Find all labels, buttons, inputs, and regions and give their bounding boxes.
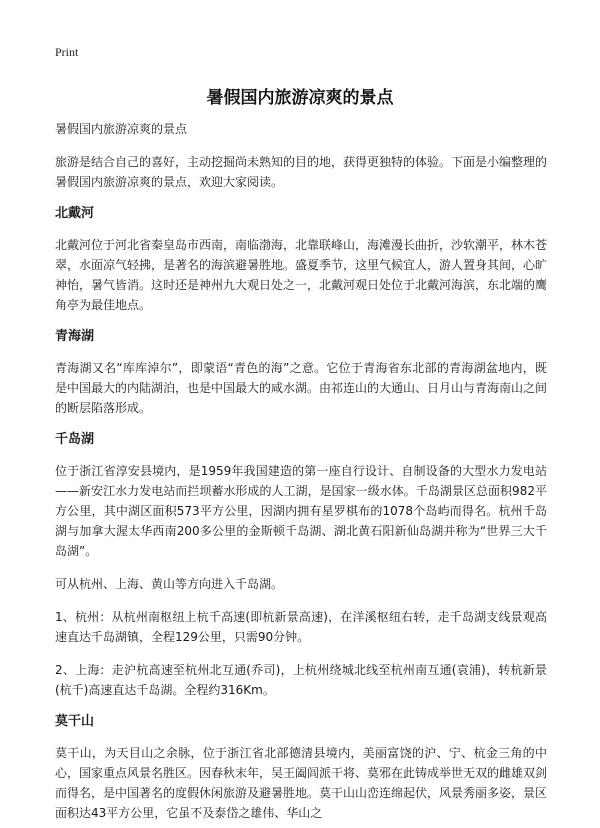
print-link[interactable]: Print bbox=[55, 45, 79, 59]
section-paragraph: 2、上海：走沪杭高速至杭州北互通(乔司)，上杭州绕城北线至杭州南互通(袁浦)，转杭新景(杭千)高速直达千岛湖。全程约316Km。 bbox=[55, 663, 547, 697]
section-paragraph: 1、杭州：从杭州南枢纽上杭千高速(即杭新景高速)，在洋溪枢纽右转，走千岛湖支线景观高速直达千岛湖镇，全程129公里，只需90分钟。 bbox=[55, 610, 547, 644]
section-heading-moganshan: 莫干山 bbox=[55, 714, 95, 729]
section-paragraph: 北戴河位于河北省秦皇岛市西南，南临渤海，北靠联峰山，海滩漫长曲折，沙软潮平，林木苍翠，水面凉气轻拂，是著名的海滨避暑胜地。盛夏季节，这里气候宜人，游人置身其间，心旷神怡，暑气皆消。这时还是神州九大观日处之一，北戴河观日处位于北戴河海滨，东北端的鹰角亭为最佳地点。 bbox=[55, 238, 548, 312]
section-heading-qiandao-lake: 千岛湖 bbox=[55, 432, 95, 447]
section-paragraph: 青海湖又名“库库淖尔”，即蒙语“青色的海”之意。它位于青海省东北部的青海湖盆地内，既是中国最大的内陆湖泊，也是中国最大的咸水湖。由祁连山的大通山、日月山与青海南山之间的断层陷落形成。 bbox=[55, 361, 548, 415]
article-body bbox=[55, 120, 547, 828]
section-paragraph: 可从杭州、上海、黄山等方向进入千岛湖。 bbox=[55, 577, 284, 591]
intro-paragraph: 旅游是结合自己的喜好，主动挖掘尚未熟知的目的地，获得更独特的体验。下面是小编整理的暑假国内旅游凉爽的景点，欢迎大家阅读。 bbox=[55, 155, 548, 189]
section-paragraph: 莫干山，为天目山之余脉，位于浙江省北部德清县境内，美丽富饶的沪、宁、杭金三角的中心，国家重点风景名胜区。因春秋末年，吴王阖闾派干将、莫邪在此铸成举世无双的雌雄双剑而得名，是中国著名的度假休闲旅游及避暑胜地。莫干山山峦连绵起伏，风景秀丽多姿，景区面积达43平方公里，它虽不及泰岱之雄伟、华山之 bbox=[55, 746, 548, 820]
page-title: 暑假国内旅游凉爽的景点 bbox=[206, 88, 394, 108]
section-heading-qinghai-lake: 青海湖 bbox=[55, 329, 95, 344]
section-heading-beidaihe: 北戴河 bbox=[55, 206, 95, 221]
section-paragraph: 位于浙江省淳安县境内，是1959年我国建造的第一座自行设计、自制设备的大型水力发电站——新安江水力发电站而拦坝蓄水形成的人工湖，是国家一级水体。千岛湖景区总面积982平方公里，其中湖区面积573平方公里，因湖内拥有星罗棋布的1078个岛屿而得名。杭州千岛湖与加拿大渥太华西南200多公里的金斯顿千岛湖、湖北黄石阳新仙岛湖并称为“世界三大千岛湖”。 bbox=[55, 464, 547, 558]
article-subtitle: 暑假国内旅游凉爽的景点 bbox=[55, 122, 188, 136]
